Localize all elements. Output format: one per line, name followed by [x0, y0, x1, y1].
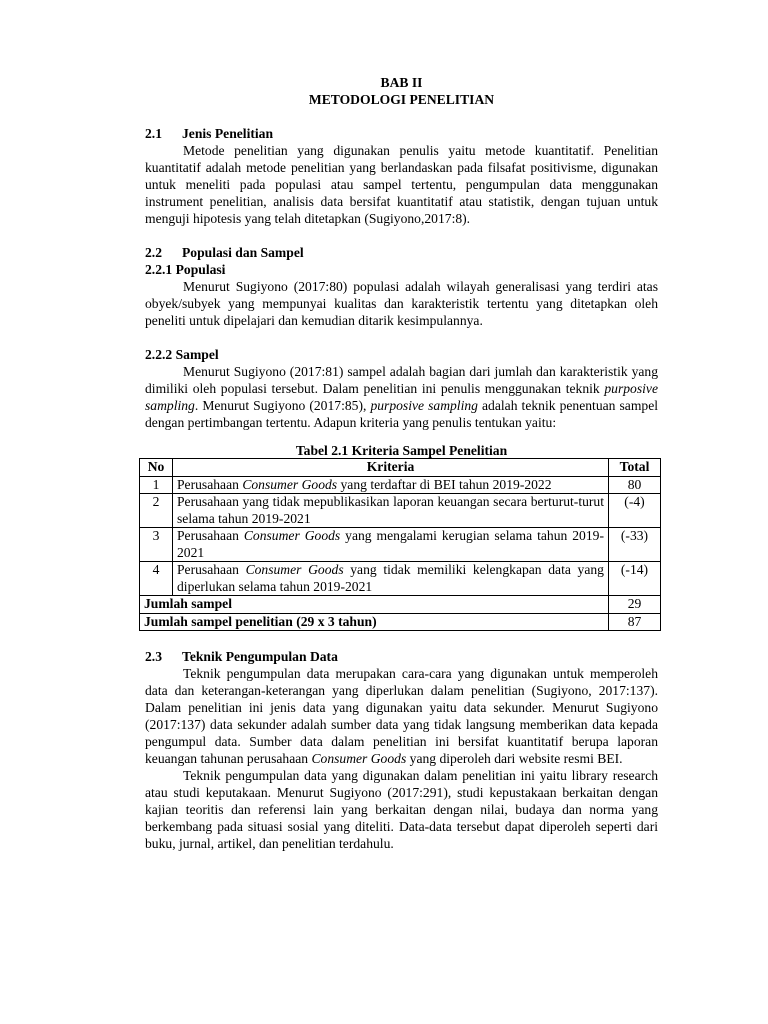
header-kriteria: Kriteria [173, 459, 609, 477]
section-2-3-heading [145, 648, 658, 665]
sum-total: 29 [609, 596, 661, 614]
section-2-2-1-heading [145, 261, 658, 278]
row-no: 3 [140, 528, 173, 562]
table-sum-row [140, 613, 661, 631]
table-row [140, 476, 661, 494]
section-2-1-paragraph: Metode penelitian yang digunakan penulis yaitu metode kuantitatif. Penelitian kuantitatif adalah metode penelitian yang berlandaskan pada filsafat positivisme, digunakan untuk meneliti pada populasi atau sampel tertentu, pengumpulan data menggunakan instrument penelitian, analisis data bersifat kuantitatif atau statistik, dengan tujuan untuk menguji hipotesis yang telah ditetapkan (Sugiyono,2017:8). [145, 143, 658, 226]
section-title: Jenis Penelitian [182, 126, 274, 141]
text-run: Perusahaan yang tidak mepublikasikan laporan keuangan secara berturut-turut selama tahun 2019-2021 [177, 494, 604, 526]
text-run: . Menurut Sugiyono (2017:85), [194, 398, 371, 413]
header-total: Total [609, 459, 661, 477]
section-2-3-paragraph-2: Teknik pengumpulan data yang digunakan dalam penelitian ini yaitu library research atau studi keputakaan. Menurut Sugiyono (2017:291), studi kepustakaan berkaitan dengan kajian teoritis dan referensi lain yang berkaitan dengan nilai, budaya dan norma yang berkembang pada situasi sosial yang diteliti. Data-data tersebut dapat diperoleh seperti dari buku, jurnal, artikel, dan penelitian terdahulu. [145, 768, 658, 851]
section-number: 2.3 [145, 649, 162, 664]
section-number: 2.2.1 [145, 262, 173, 277]
section-2-2-1-paragraph: Menurut Sugiyono (2017:80) populasi adalah wilayah generalisasi yang terdiri atas obyek/subyek yang mempunyai kualitas dan karakteristik tertentu yang ditetapkan oleh peneliti untuk dipelajari dan kemudian ditarik kesimpulannya. [145, 279, 658, 328]
sum-label: Jumlah sampel [140, 596, 609, 614]
text-run: Perusahaan [177, 528, 244, 543]
row-total: 80 [609, 476, 661, 494]
text-run: Perusahaan [177, 562, 246, 577]
text-run: yang terdaftar di BEI tahun 2019-2022 [337, 476, 552, 492]
section-2-2-2-paragraph [145, 363, 658, 431]
section-number: 2.1 [145, 126, 162, 141]
row-total: (-4) [609, 494, 661, 528]
section-title: Teknik Pengumpulan Data [182, 649, 338, 664]
table-sum-row [140, 596, 661, 614]
section-2-2-2-heading [145, 346, 658, 363]
sum-label: Jumlah sampel penelitian (29 x 3 tahun) [140, 613, 609, 631]
section-number: 2.2 [145, 245, 162, 260]
text-run: Teknik pengumpulan data merupakan cara-cara yang digunakan untuk memperoleh data dan keterangan-keterangan yang diperlukan dalam penelitian (Sugiyono, 2017:137). Dalam penelitian ini jenis data yang digunakan yaitu data sekunder. Menurut Sugiyono (2017:137) data sekunder adalah sumber data yang tidak langsung memberikan data kepada pengumpul data. Sumber data dalam penelitian ini bersifat kuantitatif berupa laporan keuangan tahunan perusahaan [145, 666, 658, 766]
italic-term: Consumer Goods [243, 528, 341, 543]
table-row [140, 494, 661, 528]
text-run: adalah teknik penentuan sampel dengan pertimbangan tertentu. Adapun kriteria yang penulis tentukan yaitu: [145, 398, 659, 430]
section-2-2-heading [145, 244, 658, 261]
document-page [145, 74, 658, 852]
row-kriteria [173, 528, 609, 562]
table-header-row [140, 459, 661, 477]
criteria-table [139, 458, 661, 631]
section-2-3-paragraph-1 [145, 665, 658, 767]
text-run: yang diperoleh dari website resmi BEI. [406, 751, 623, 766]
row-total: (-14) [609, 562, 661, 596]
row-no: 4 [140, 562, 173, 596]
row-no: 2 [140, 494, 173, 528]
row-kriteria [173, 494, 609, 528]
header-no: No [140, 459, 173, 477]
text-run: Menurut Sugiyono (2017:81) sampel adalah bagian dari jumlah dan karakteristik yang dimiliki oleh populasi tersebut. Dalam penelitian ini penulis menggunakan teknik [145, 364, 658, 396]
italic-term: purposive sampling [370, 398, 478, 413]
section-number: 2.2.2 [145, 347, 173, 362]
section-title: Populasi dan Sampel [182, 245, 304, 260]
table-caption: Tabel 2.1 Kriteria Sampel Penelitian [295, 443, 508, 458]
section-title: Sampel [175, 347, 219, 362]
italic-term: purposive sampling [145, 381, 658, 413]
italic-term: Consumer Goods [242, 476, 338, 492]
chapter-title: METODOLOGI PENELITIAN [308, 92, 495, 107]
text-run: Perusahaan [177, 476, 243, 492]
italic-term: Consumer Goods [245, 562, 344, 577]
sum-total: 87 [609, 613, 661, 631]
row-kriteria [173, 562, 609, 596]
italic-term: Consumer Goods [311, 751, 407, 766]
table-row [140, 562, 661, 596]
text-run: yang tidak memiliki kelengkapan data yang diperlukan selama tahun 2019-2021 [177, 562, 604, 594]
row-total: (-33) [609, 528, 661, 562]
chapter-number: BAB II [380, 75, 423, 90]
row-no: 1 [140, 476, 173, 494]
section-title: Populasi [175, 262, 226, 277]
table-row [140, 528, 661, 562]
section-2-1-heading [145, 125, 658, 142]
row-kriteria [173, 476, 609, 494]
text-run: yang mengalami kerugian selama tahun 2019-2021 [177, 528, 604, 560]
